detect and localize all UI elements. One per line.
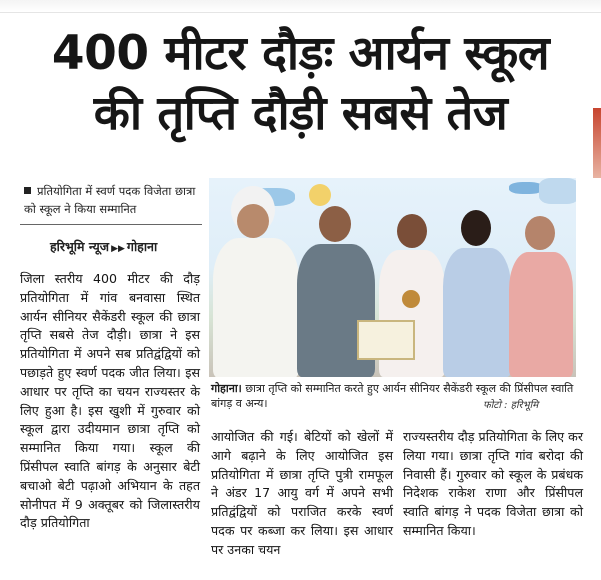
- news-photo: [209, 178, 576, 377]
- wall-decoration-icon: [509, 182, 543, 194]
- wall-decoration-icon: [309, 184, 331, 206]
- headline-line-2: की तृप्ति दौड़ी सबसे तेज: [93, 86, 508, 141]
- double-arrow-icon: ▶▶: [111, 244, 125, 254]
- article-column-3: राज्यस्तरीय दौड़ प्रतियोगिता के लिए कर लिया गया। छात्रा तृप्ति गांव बरोदा की निवासी हैं। गुरुवार को स्कूल के प्रबंधक निदेशक राकेश राणा और प्रिंसीपल स्वाति बांगड़ ने पदक विजेता छात्रा को सम्मानित किया।: [403, 429, 583, 538]
- caption-text: छात्रा तृप्ति को सम्मानित करते हुए आर्यन सीनियर सैकेंडरी स्कूल की प्रिंसीपल स्वाति बांगड़ व अन्य।: [211, 382, 574, 410]
- article-column-2: आयोजित की गई। बेटियों को खेलों में आगे बढ़ाने के लिए आयोजित इस प्रतियोगिता में छात्रा तृप्ति पुत्री रामफूल ने अंडर 17 आयु वर्ग में अपने सभी प्रतिद्वंद्वियों को पराजित करके स्वर्ण पदक पर कब्जा कर लिया। इस आधार पर उनका चयन: [211, 429, 393, 557]
- page-top-strip: [0, 0, 601, 13]
- deck-text: प्रतियोगिता में स्वर्ण पदक विजेता छात्रा को स्कूल ने किया सम्मानित: [24, 184, 196, 216]
- person-woman: [507, 216, 575, 377]
- headline: [0, 24, 601, 144]
- wall-decoration-icon: [539, 178, 576, 204]
- person-principal: [441, 210, 513, 377]
- photo-credit: फोटो : हरिभूमि: [483, 400, 539, 411]
- adjacent-article-image: [593, 108, 601, 178]
- byline: [50, 238, 157, 255]
- person-elder: [211, 184, 301, 377]
- headline-line-1: 400 मीटर दौड़ः आर्यन स्कूल: [51, 26, 550, 81]
- deck: [24, 182, 202, 218]
- byline-source: हरिभूमि न्यूज: [50, 239, 110, 254]
- caption-place: गोहाना।: [211, 382, 242, 395]
- article-column-1: जिला स्तरीय 400 मीटर की दौड़ प्रतियोगिता में गांव बनवासा स्थित आर्यन सीनियर सैकेंडरी स्कूल की छात्रा तृप्ति सबसे तेज दौड़ी। छात्रा ने इस प्रतियोगिता में अपने सब प्रतिद्वंद्वियों को पछाड़ते हुए स्वर्ण पदक जीत लिया। इस आधार पर तृप्ति का चयन राज्यस्तर के लिए हुआ है। इस खुशी में गुरुवार को स्कूल द्वारा उदीयमान छात्रा तृप्ति को सम्मानित किया गया। स्कूल की प्रिंसीपल स्वाति बांगड़ के अनुसार बेटी बचाओ बेटी पढ़ाओ अभियान के तहत सोनीपत में 9 अक्तूबर को जिलास्तरीय दौड़ प्रतियोगिता: [20, 271, 200, 531]
- certificate-image: [357, 320, 415, 360]
- divider-rule: [20, 224, 202, 225]
- byline-place: गोहाना: [126, 239, 158, 254]
- square-bullet-icon: [24, 187, 31, 194]
